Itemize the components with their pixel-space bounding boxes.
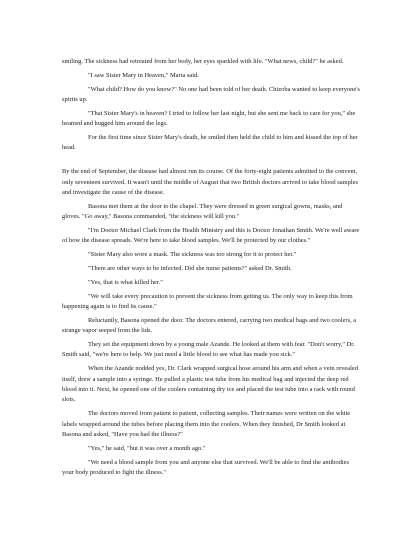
paragraph: Basona met them at the door to the chapel. They were dressed in green surgical gowns, masks, and gloves. "Go away," Basona commanded, "the sickness will kill you." [62, 202, 343, 221]
paragraph: "I'm Doctor Michael Clark from the Health Ministry and this is Doctor Jonathan Smith. We're well aware of how the disease spreads. We're here to take blood samples. We'll be protected by our clothes." [62, 227, 360, 245]
paragraph: "There are other ways to be infected. Did she nurse patients?" asked Dr. Smith. [88, 265, 292, 273]
paragraph: "What child? How do you know?" No one had been told of her death. Chizoba wanted to keep everyone's spirits up. [62, 85, 360, 103]
paragraph: "Yes, that is what killed her." [88, 278, 163, 286]
section-break [62, 157, 362, 167]
paragraph: For the first time since Sister Mary's death, he smiled then held the child to him and kissed the top of her head. [62, 134, 358, 152]
body-text [62, 57, 362, 482]
paragraph: "Yes," he said, "but it was over a month ago." [88, 444, 206, 452]
paragraph: Reluctantly, Basona opened the door. The doctors entered, carrying two medical bags and two coolers, a strange vapor seeped from the lids. [62, 316, 357, 335]
paragraph: "We will take every precaution to prevent the sickness from getting us. The only way to keep this from happening again is to find its cause." [62, 292, 353, 311]
paragraph: When the Azande nodded yes, Dr. Clark wrapped surgical hose around his arm and when a vein revealed itself, drew a sample into a syringe. He pulled a plastic test tube from his medical bag and injected the deep red blood into it. Next, he opened one of the coolers containing dry ice and placed the test tube into a rack with round slots. [62, 365, 358, 404]
paragraph: By the end of September, the disease had almost run its course. Of the forty-eight patients admitted to the convent, only seventeen survived. It wasn't until the middle of August that two British doctors arrived to take blood samples and investigate the cause of the disease. [62, 168, 358, 197]
paragraph: The doctors moved from patient to patient, collecting samples. Their names were written on the white labels wrapped around the tubes before placing them into the coolers. When they finished, Dr Smith looked at Basona and asked, "Have you had the illness?" [62, 410, 351, 439]
paragraph: "We need a blood sample from you and anyone else that survived. We'll be able to find the antibodies your body produced to fight the illness." [62, 458, 349, 477]
paragraph: "That Sister Mary's in heaven? I tried to follow her last night, but she sent me back to care for you," she beamed and hugged him around the legs. [62, 109, 356, 128]
paragraph: smiling. The sickness had retreated from her body, her eyes sparkled with life. "What news, child?" he asked. [62, 58, 344, 65]
paragraph: They set the equipment down by a young male Azande. He looked at them with fear. "Don't worry," Dr. Smith said, "we're here to help. We just need a little blood to see what has made you sick." [62, 341, 355, 359]
paragraph: "I saw Sister Mary in Heaven," Marta said. [88, 71, 199, 79]
paragraph: "Sister Mary also wore a mask. The sickness was too strong for it to protect her." [88, 251, 297, 259]
